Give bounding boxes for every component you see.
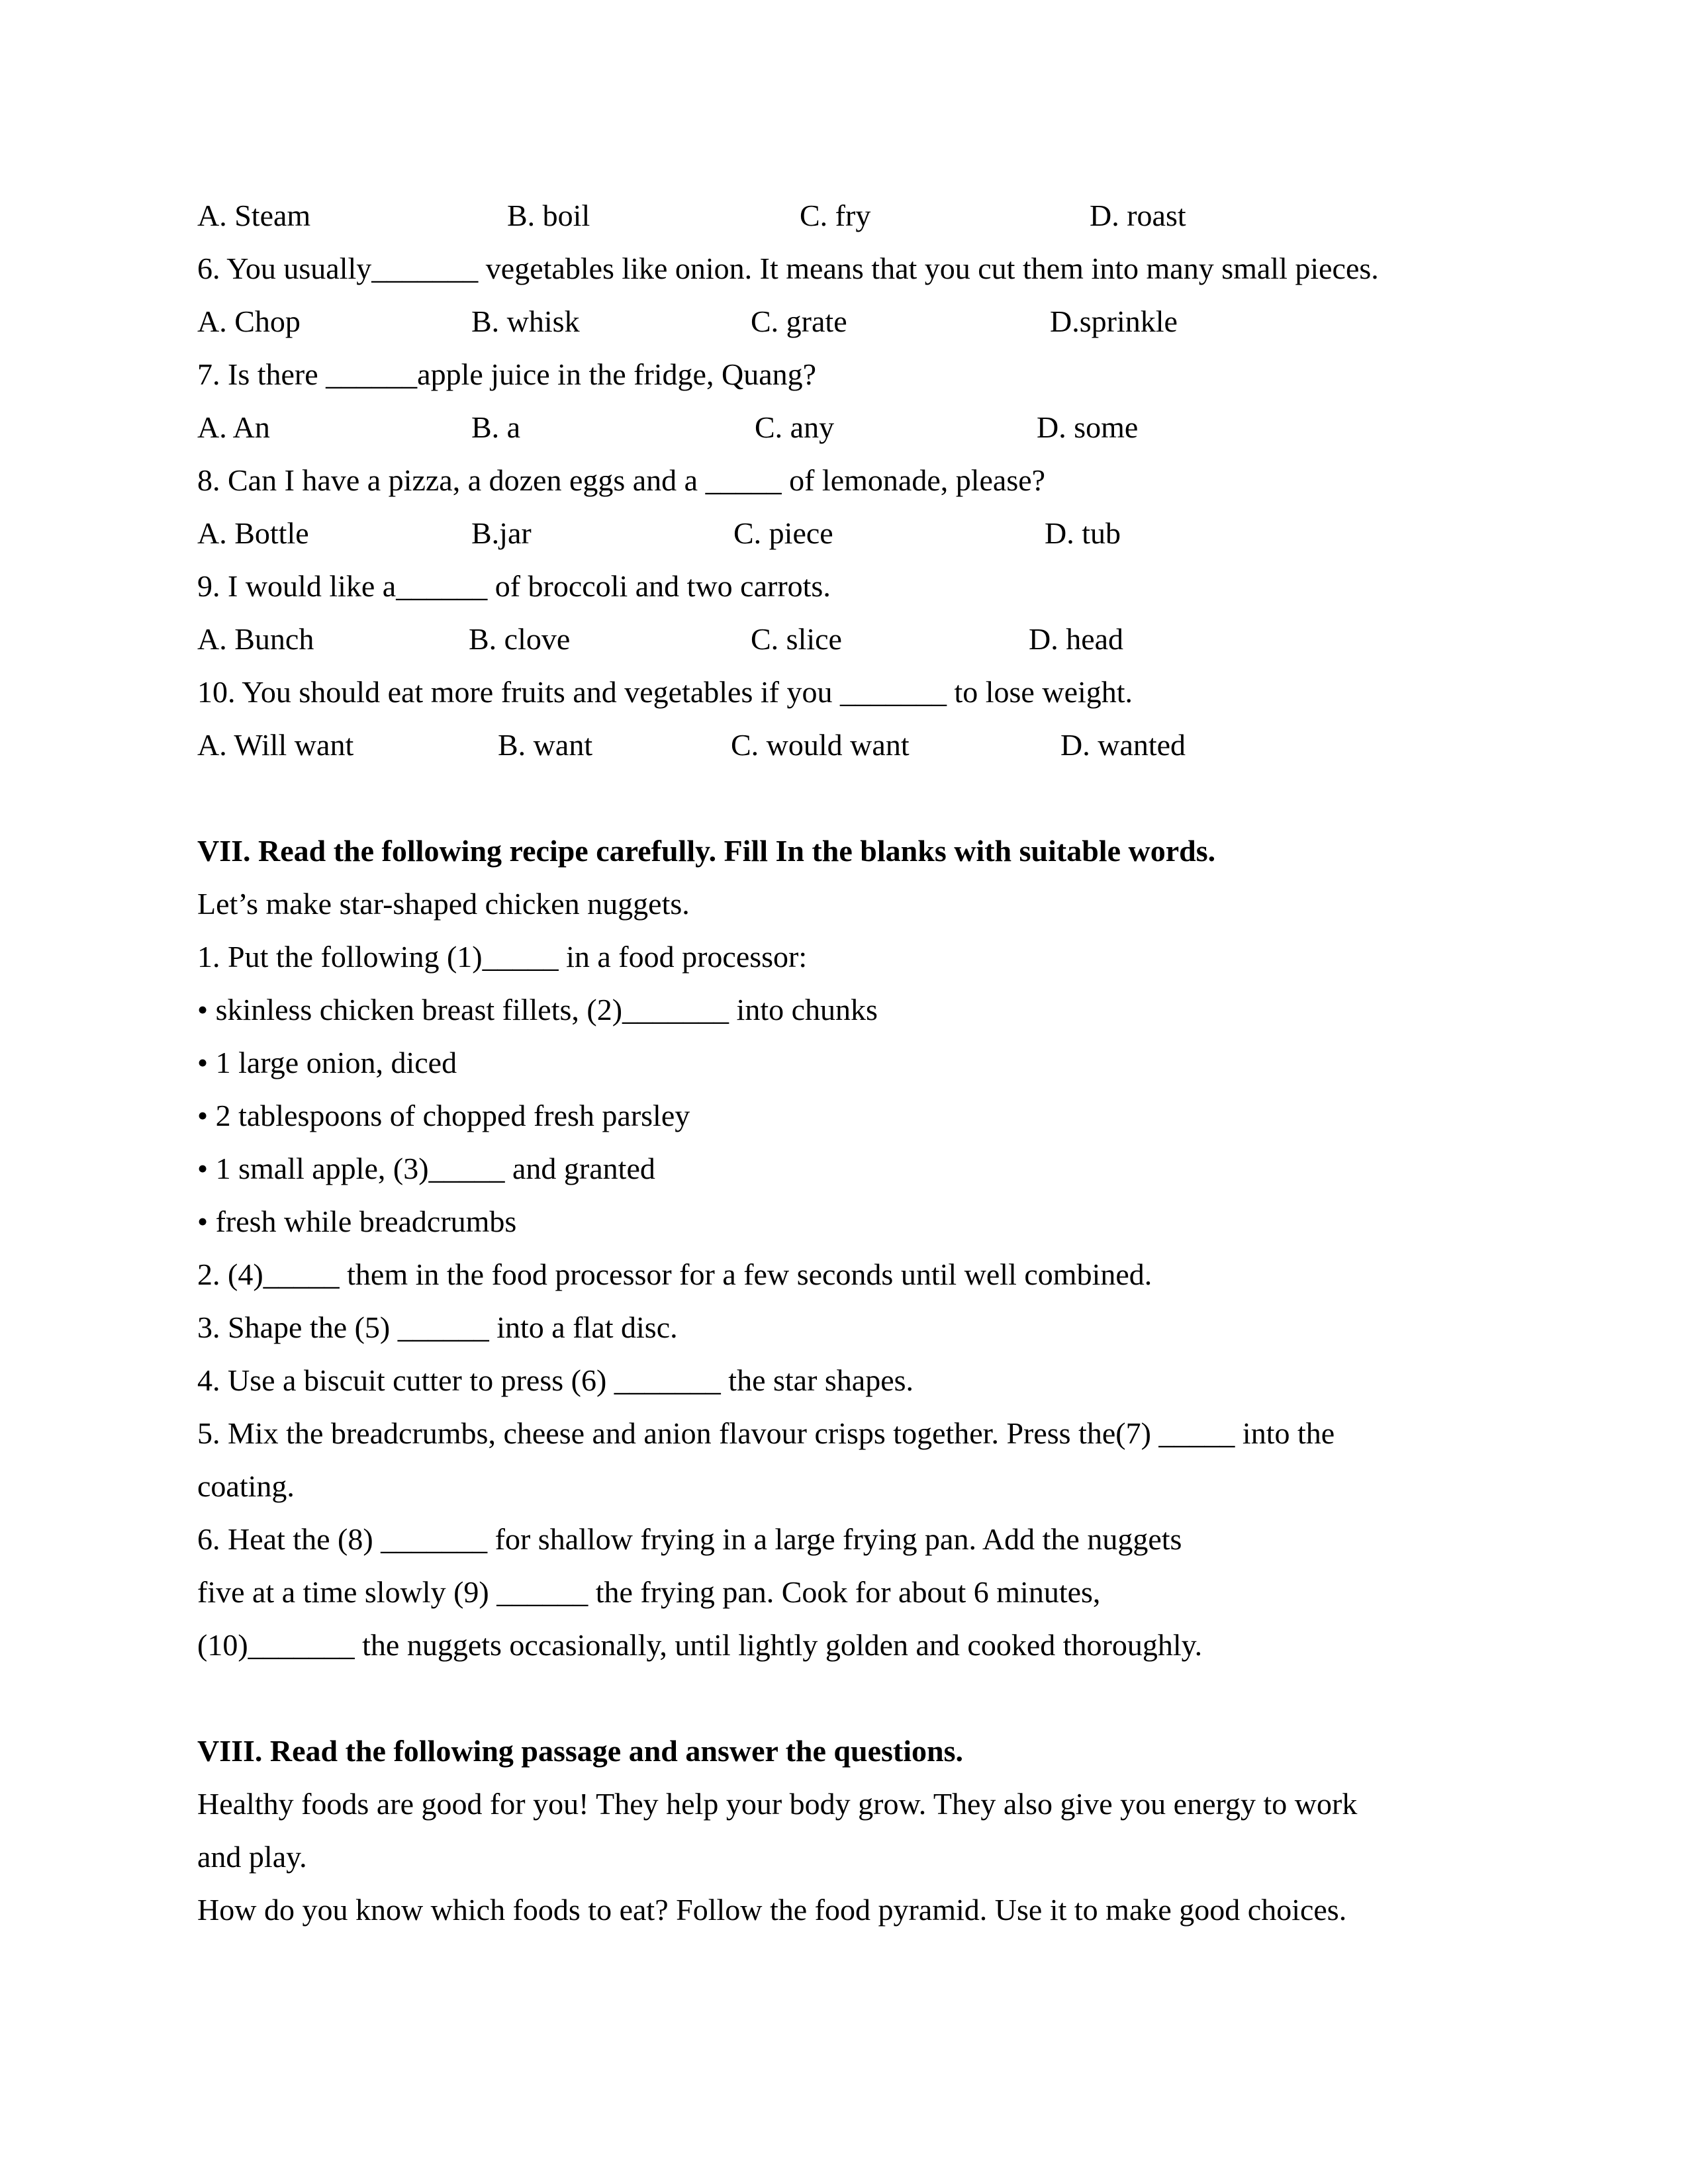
q5-option-b: B. boil (507, 199, 590, 232)
recipe-line: • 2 tablespoons of chopped fresh parsley (197, 1099, 690, 1132)
q9-option-c: C. slice (751, 622, 842, 656)
recipe-line: • skinless chicken breast fillets, (2)_______ into chunks (197, 993, 878, 1026)
q8-question: 8. Can I have a pizza, a dozen eggs and a _____ of lemonade, please? (197, 463, 1046, 497)
recipe-line: coating. (197, 1469, 295, 1503)
q6-option-b: B. whisk (471, 304, 580, 338)
q6-option-d: D.sprinkle (1050, 304, 1178, 338)
section-8-heading: VIII. Read the following passage and answer the questions. (197, 1734, 963, 1768)
passage-line: and play. (197, 1840, 307, 1874)
recipe-line: 2. (4)_____ them in the food processor for a few seconds until well combined. (197, 1257, 1152, 1291)
recipe-line: • 1 small apple, (3)_____ and granted (197, 1152, 655, 1185)
q8-option-b: B.jar (471, 516, 532, 550)
q8-option-a: A. Bottle (197, 516, 309, 550)
q8-option-c: C. piece (733, 516, 833, 550)
recipe-line: Let’s make star-shaped chicken nuggets. (197, 887, 690, 921)
q10-option-c: C. would want (731, 728, 910, 762)
passage-line: Healthy foods are good for you! They help your body grow. They also give you energy to work (197, 1787, 1358, 1821)
recipe-line: 6. Heat the (8) _______ for shallow frying in a large frying pan. Add the nuggets (197, 1522, 1182, 1556)
q5-option-a: A. Steam (197, 199, 311, 232)
q9-option-a: A. Bunch (197, 622, 314, 656)
q9-option-b: B. clove (469, 622, 571, 656)
q8-option-d: D. tub (1045, 516, 1121, 550)
q7-option-d: D. some (1037, 410, 1139, 444)
recipe-line: 1. Put the following (1)_____ in a food processor: (197, 940, 808, 974)
q10-option-a: A. Will want (197, 728, 354, 762)
q9-question: 9. I would like a______ of broccoli and two carrots. (197, 569, 831, 603)
recipe-line: 3. Shape the (5) ______ into a flat disc. (197, 1310, 678, 1344)
q10-question: 10. You should eat more fruits and vegetables if you _______ to lose weight. (197, 675, 1133, 709)
q10-option-d: D. wanted (1060, 728, 1186, 762)
q7-option-a: A. An (197, 410, 270, 444)
q6-question: 6. You usually_______ vegetables like onion. It means that you cut them into many small pieces. (197, 251, 1379, 285)
recipe-line: (10)_______ the nuggets occasionally, until lightly golden and cooked thoroughly. (197, 1628, 1203, 1662)
q9-option-d: D. head (1029, 622, 1124, 656)
recipe-line: 4. Use a biscuit cutter to press (6) _______ the star shapes. (197, 1363, 914, 1397)
q7-question: 7. Is there ______apple juice in the fridge, Quang? (197, 357, 817, 391)
q6-option-a: A. Chop (197, 304, 301, 338)
q5-option-c: C. fry (800, 199, 871, 232)
section-7-heading: VII. Read the following recipe carefully. Fill In the blanks with suitable words. (197, 834, 1216, 868)
passage-line: How do you know which foods to eat? Follow the food pyramid. Use it to make good choices. (197, 1893, 1347, 1927)
q7-option-c: C. any (755, 410, 835, 444)
recipe-line: • 1 large onion, diced (197, 1046, 457, 1079)
q10-option-b: B. want (498, 728, 593, 762)
q7-option-b: B. a (471, 410, 521, 444)
q6-option-c: C. grate (751, 304, 847, 338)
recipe-line: five at a time slowly (9) ______ the frying pan. Cook for about 6 minutes, (197, 1575, 1101, 1609)
q5-option-d: D. roast (1090, 199, 1186, 232)
recipe-line: 5. Mix the breadcrumbs, cheese and anion flavour crisps together. Press the(7) _____ into the (197, 1416, 1335, 1450)
recipe-line: • fresh while breadcrumbs (197, 1205, 517, 1238)
